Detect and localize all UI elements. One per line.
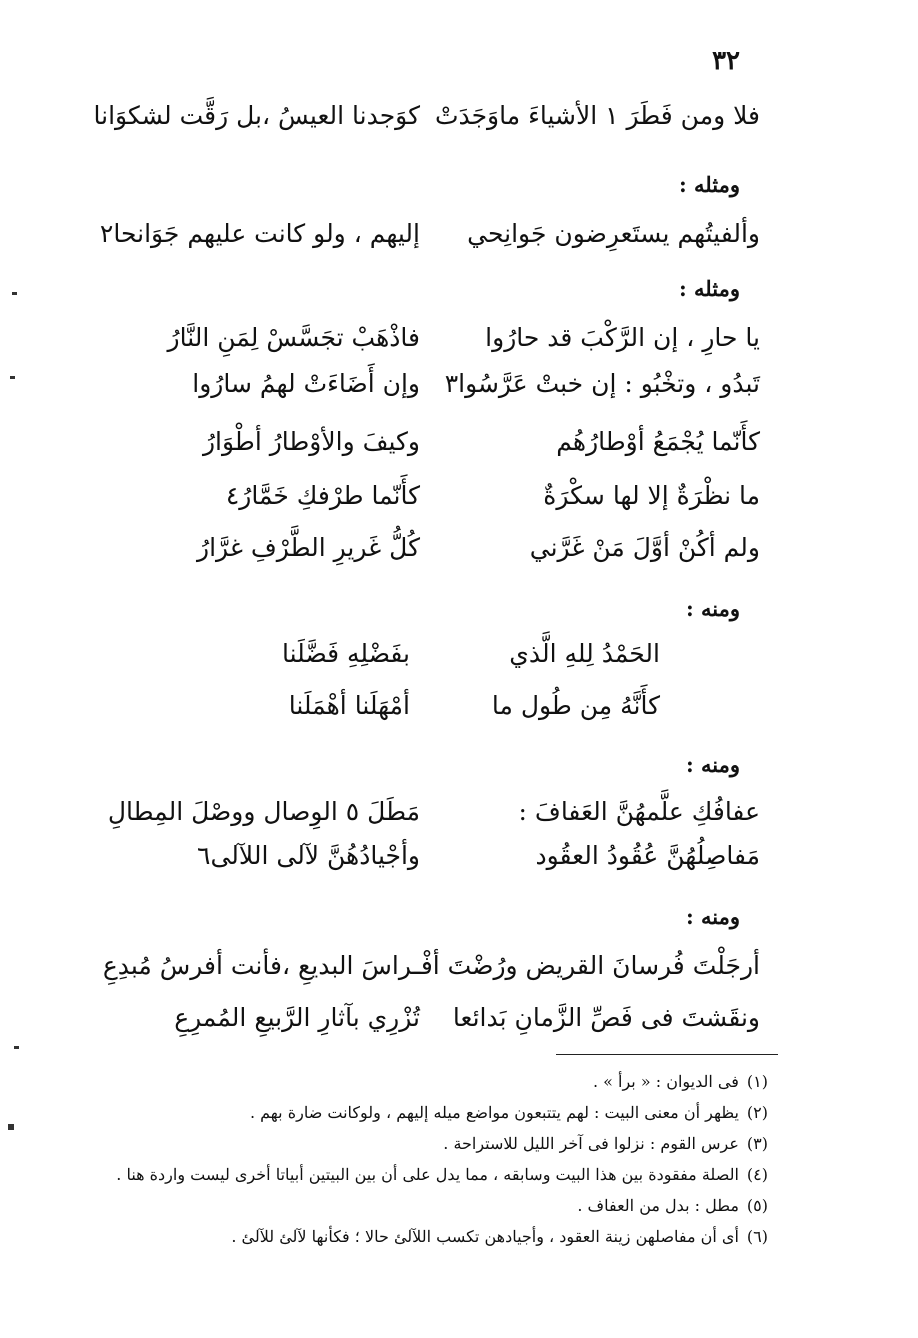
page-number: ٣٢ [712,46,740,76]
section-intro: ومثله : [678,172,740,197]
scan-mark [8,1124,14,1130]
verse-line [80,420,760,464]
footnote [68,1128,768,1159]
verse-second-hemistich: كوَجدنا العيسُ ،بل رَقَّت لشكوَانا [93,101,420,130]
footnote-number: (٤) [746,1165,768,1184]
footnote-number: (٥) [746,1196,768,1215]
verse-first-hemistich: مَفاصِلُهُنَّ عُقُودُ العقُود [535,841,760,870]
footnote [68,1159,768,1190]
verse-first-hemistich: الحَمْدُ لِلهِ الَّذي [509,639,660,668]
verse-second-hemistich: وإن أَضَاءَتْ لهمُ سارُوا [192,369,420,398]
section-intro: ومنه : [685,596,740,621]
verse-line [80,316,760,360]
verse-line [80,790,760,834]
verse-first-hemistich: يا حارِ ، إن الرَّكْبَ قد حارُوا [485,323,760,352]
footnotes [68,1066,768,1252]
verse-first-hemistich: وألفيتُهم يستَعرِضون جَوانِحي [467,219,760,248]
verse-first-hemistich: ما نظْرَةٌ إلا لها سكْرَةٌ [543,481,760,510]
verse-line [80,94,760,138]
verse-line [80,944,760,988]
section-intro: ومنه : [685,752,740,777]
verse-second-hemistich: تُزْرِي بآثارِ الرَّبيعِ المُمرِعِ [174,1003,420,1032]
scan-mark [10,376,15,379]
section-intro: ومثله : [678,276,740,301]
verse-line [80,996,760,1040]
verse-first-hemistich: أرجَلْتَ فُرسانَ القريض ورُضْتَ أفْـ [413,951,760,980]
verse-line [80,474,760,518]
footnote-number: (٢) [746,1103,768,1122]
footnote [68,1066,768,1097]
footnote [68,1097,768,1128]
verse-line [190,632,660,676]
verse-line [190,684,660,728]
verse-first-hemistich: تَبدُو ، وتخْبُو : إن خبتْ عَرَّسُوا٣ [444,369,760,398]
verse-second-hemistich: مَطَلَ ٥ الوِصال ووصْلَ المِطالِ [107,797,420,826]
verse-second-hemistich: بفَضْلِهِ فَضَّلَنا [282,639,410,668]
footnote-text: أى أن مفاصلهن زينة العقود ، وأجيادهن تكسب اللآلئ حالا ؛ فكأنها لآلئ للآلئ . [231,1227,739,1246]
footnote-number: (٦) [746,1227,768,1246]
verse-second-hemistich: كأَنّما طرْفكِ خَمَّارُ٤ [225,481,420,510]
verse-first-hemistich: كأَنَّهُ مِن طُول ما [491,691,660,720]
verse-line [80,834,760,878]
verse-first-hemistich: عفافُكِ علَّمهُنَّ العَفافَ : [518,797,760,826]
verse-line [80,526,760,570]
scan-mark [12,292,17,295]
footnote-divider [556,1054,778,1055]
scan-mark [14,1046,19,1049]
footnote [68,1190,768,1221]
verse-second-hemistich: وأجْيادُهُنَّ لآلى اللآلى٦ [197,841,420,870]
footnote-text: يظهر أن معنى البيت : لهم يتتبعون مواضع ميله إليهم ، ولوكانت ضارة بهم . [249,1103,739,1122]
footnote [68,1221,768,1252]
verse-first-hemistich: ونقَشتَ فى فَصِّ الزَّمانِ بَدائعا [452,1003,760,1032]
verse-second-hemistich: كُلُّ غَريرِ الطَّرْفِ غرَّارُ [197,533,420,562]
verse-line [80,212,760,256]
verse-line [80,362,760,406]
verse-second-hemistich: ـراسَ البديعِ ،فأنت أفرسُ مُبدِعِ [102,951,420,980]
verse-first-hemistich: ولم أكُنْ أوَّلَ مَنْ غَرَّني [529,533,760,562]
footnote-number: (٣) [746,1134,768,1153]
verse-first-hemistich: كأَنّما يُجْمَعُ أوْطارُهُم [556,427,760,456]
footnote-text: فى الديوان : « برأ » . [592,1072,739,1091]
verse-second-hemistich: وكيفَ والأوْطارُ أطْوَارُ [202,427,420,456]
verse-first-hemistich: فلا ومن فَطَرَ ١ الأشياءَ ماوَجَدَتْ [434,101,760,130]
footnote-text: عرس القوم : نزلوا فى آخر الليل للاستراحة . [443,1134,739,1153]
verse-second-hemistich: فاذْهَبْ تجَسَّسْ لِمَنِ النَّارُ [167,323,420,352]
footnote-number: (١) [746,1072,768,1091]
verse-second-hemistich: إليهم ، ولو كانت عليهم جَوَانحا٢ [99,219,420,248]
footnote-text: مطل : بدل من العفاف . [577,1196,739,1215]
footnote-text: الصلة مفقودة بين هذا البيت وسابقه ، مما يدل على أن بين البيتين أبياتا أخرى ليست واردة هنا . [116,1165,739,1184]
verse-second-hemistich: أمْهَلَنا أهْمَلَنا [288,691,410,720]
section-intro: ومنه : [685,904,740,929]
